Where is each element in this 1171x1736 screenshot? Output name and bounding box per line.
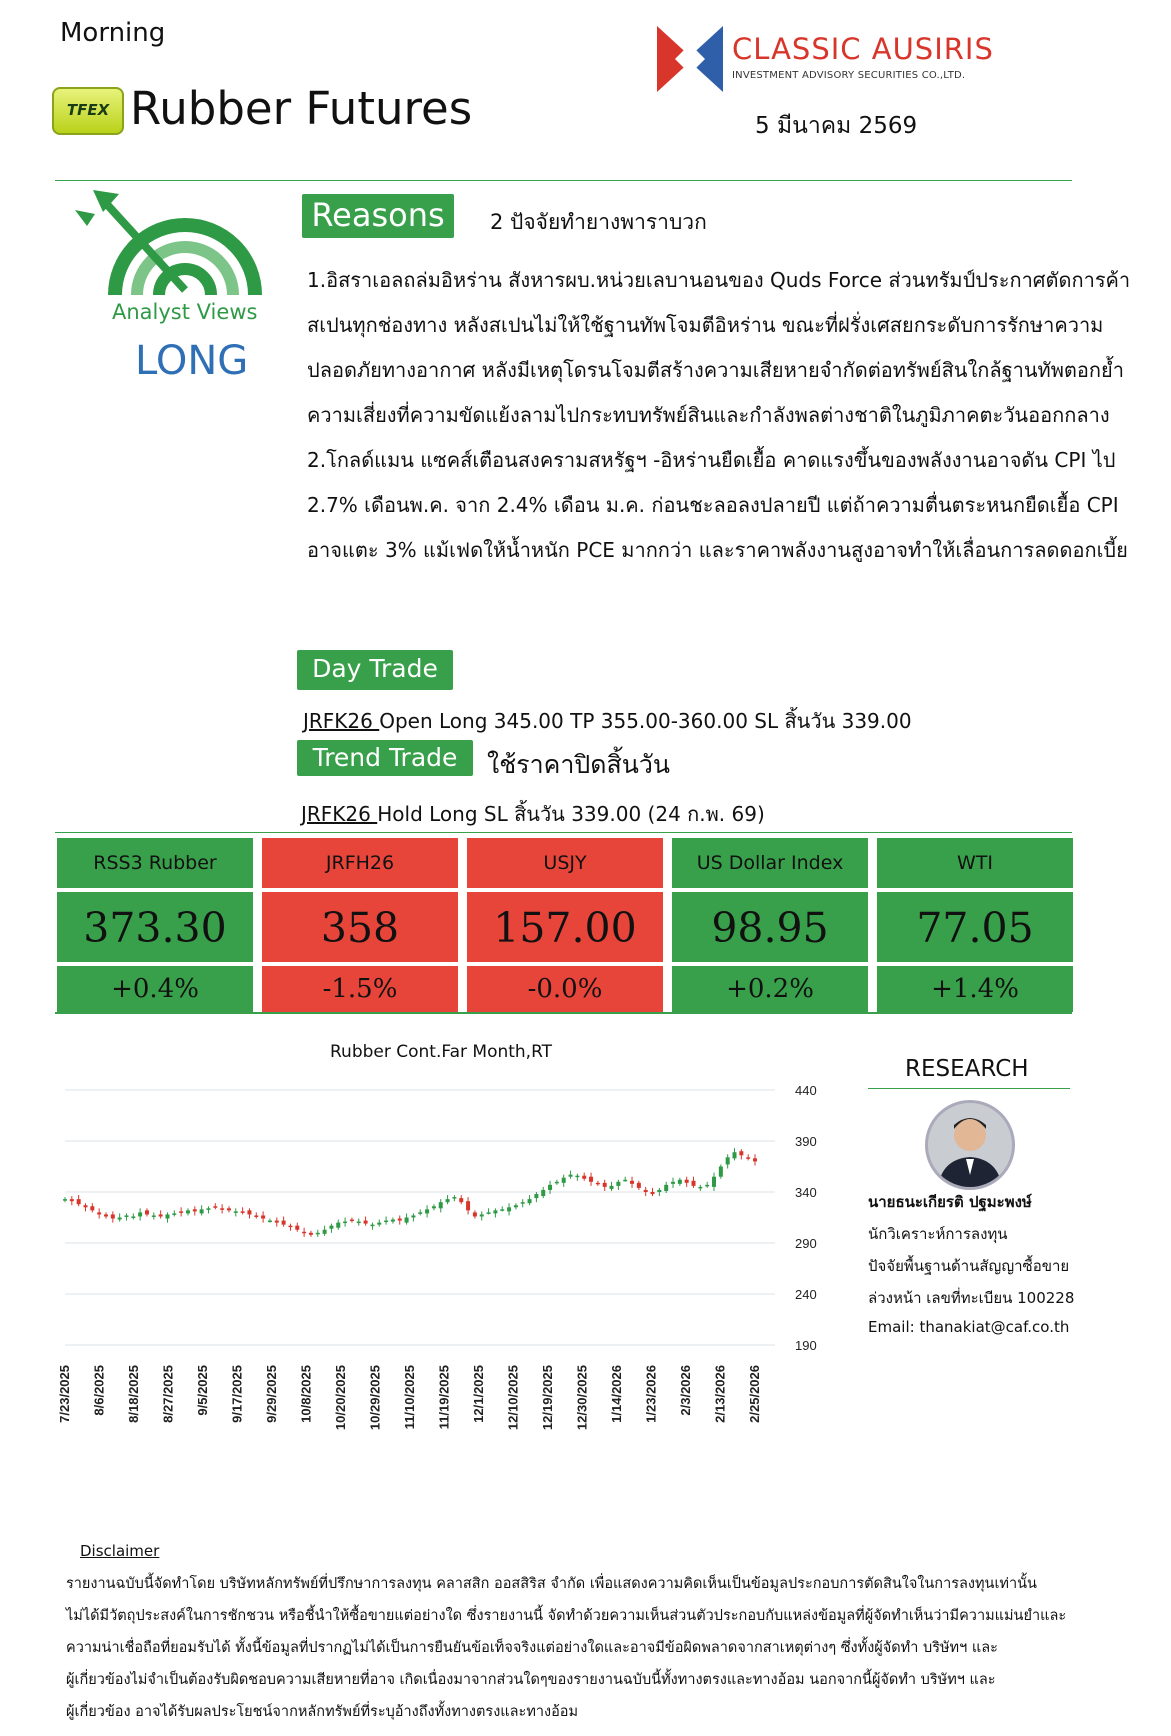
candle-body: [698, 1187, 702, 1189]
candle-body: [97, 1212, 101, 1214]
candle-body: [200, 1209, 204, 1213]
card-change: +0.4%: [57, 966, 253, 1012]
candle-body: [487, 1212, 491, 1214]
x-tick-label: 9/29/2025: [264, 1365, 279, 1423]
x-tick-label: 11/10/2025: [402, 1365, 417, 1430]
divider: [55, 832, 1072, 833]
x-tick-label: 1/23/2026: [643, 1365, 659, 1423]
x-tick-label: 12/1/2025: [471, 1365, 486, 1423]
chart-title: Rubber Cont.Far Month,RT: [330, 1042, 553, 1062]
stance-label: LONG: [135, 338, 249, 384]
candle-body: [685, 1180, 689, 1183]
candle-body: [712, 1177, 716, 1187]
reason-item: 2.โกลด์แมน แซคส์เตือนสงครามสหรัฐฯ -อิหร่านยืดเยื้อ คาดแรงขึ้นของพลังงานอาจดัน CPI ไป 2.7% เดือนพ.ค. จาก 2.4% เดือน ม.ค. ก่อนชะลอลงปลายปี แต่ถ้าความตื่นตระหนกยืดเยื้อ CPI อาจแตะ 3% แม้เฟดให้น้ำหนัก PCE มากกว่า และราคาพลังงานสูงอาจทำให้เลื่อนการลดดอกเบี้ย: [307, 448, 1128, 562]
x-tick-label: 12/10/2025: [505, 1365, 521, 1431]
disclaimer-body: [66, 1568, 1086, 1728]
candle-body: [500, 1209, 504, 1211]
trend-trade-line: [301, 798, 765, 830]
candle-body: [678, 1180, 682, 1184]
x-tick-label: 12/30/2025: [574, 1365, 590, 1431]
candle-body: [644, 1190, 648, 1192]
x-tick-label: 12/19/2025: [540, 1365, 555, 1431]
quote-card: [877, 838, 1073, 1012]
candle-body: [261, 1215, 265, 1218]
card-value: 358: [262, 892, 458, 962]
candle-body: [623, 1180, 627, 1182]
candle-body: [302, 1232, 306, 1234]
x-tick-label: 7/23/2025: [57, 1365, 72, 1423]
candle-body: [104, 1214, 108, 1216]
candle-body: [405, 1218, 409, 1223]
candle-body: [241, 1211, 245, 1213]
candle-body: [254, 1215, 258, 1217]
candle-body: [357, 1222, 361, 1224]
candle-body: [411, 1215, 415, 1217]
candle-body: [329, 1226, 333, 1229]
reasons-subtitle: 2 ปัจจัยทำยางพาราบวก: [490, 210, 707, 234]
card-change: -1.5%: [262, 966, 458, 1012]
candle-body: [432, 1206, 436, 1208]
analyst-email: Email: thanakiat@caf.co.th: [868, 1318, 1070, 1336]
candle-body: [206, 1208, 210, 1210]
y-tick-label: 390: [795, 1134, 817, 1149]
day-trade-text: Open Long 345.00 TP 355.00-360.00 SL สิ้นวัน 339.00: [379, 709, 912, 733]
candle-body: [514, 1205, 518, 1207]
candle-body: [309, 1233, 313, 1235]
candle-body: [466, 1201, 470, 1210]
research-heading: RESEARCH: [905, 1056, 1029, 1082]
card-value: 157.00: [467, 892, 663, 962]
x-tick-label: 2/25/2026: [747, 1365, 762, 1423]
tfex-logo: TFEX: [52, 87, 124, 135]
trend-trade-heading: Trend Trade: [297, 740, 473, 776]
candle-body: [138, 1212, 142, 1216]
day-trade-contract: JRFK26: [303, 709, 380, 733]
candle-body: [418, 1212, 422, 1214]
x-tick-label: 9/5/2025: [195, 1365, 210, 1416]
candle-body: [521, 1202, 525, 1204]
x-tick-label: 1/14/2026: [609, 1365, 624, 1423]
candle-body: [234, 1211, 238, 1213]
x-tick-label: 11/19/2025: [436, 1365, 452, 1430]
trend-trade-subtitle: ใช้ราคาปิดสิ้นวัน: [487, 750, 670, 779]
quote-card: [467, 838, 663, 1012]
disclaimer-line: ผู้เกี่ยวข้อง อาจได้รับผลประโยชน์จากหลักทรัพย์ที่ระบุอ้างถึงทั้งทางตรงและทางอ้อม: [66, 1704, 579, 1720]
x-tick-label: 2/3/2026: [678, 1365, 693, 1416]
x-tick-label: 2/13/2026: [712, 1365, 728, 1423]
analyst-name: นายธนะเกียรติ ปฐมะพงษ์: [868, 1193, 1032, 1211]
reasons-body: [307, 258, 1157, 573]
trend-trade-contract: JRFK26: [301, 802, 378, 826]
candle-body: [63, 1199, 67, 1201]
candle-body: [439, 1202, 443, 1208]
card-name: RSS3 Rubber: [57, 838, 253, 888]
candle-body: [746, 1157, 750, 1159]
x-tick-label: 9/17/2025: [229, 1365, 245, 1423]
card-name: US Dollar Index: [672, 838, 868, 888]
candle-body: [152, 1215, 156, 1217]
target-arrow-icon: [75, 190, 265, 300]
candle-body: [288, 1226, 292, 1228]
card-value: 373.30: [57, 892, 253, 962]
x-tick-label: 8/18/2025: [126, 1365, 141, 1423]
candle-body: [569, 1175, 573, 1177]
analyst-info: ปัจจัยพื้นฐานด้านสัญญาซื้อขาย: [868, 1257, 1070, 1275]
candle-body: [323, 1230, 327, 1234]
disclaimer-line: รายงานฉบับนี้จัดทำโดย บริษัทหลักทรัพย์ที่ปรึกษาการลงทุน คลาสสิก ออสสิริส จำกัด เพื่อแสดงความคิดเห็นเป็นข้อมูลประกอบการตัดสินใจในการลงทุนเท่านั้น: [66, 1576, 1037, 1592]
report-date: 5 มีนาคม 2569: [755, 113, 918, 139]
candle-body: [316, 1233, 320, 1235]
candle-body: [664, 1185, 668, 1191]
candle-body: [77, 1199, 81, 1204]
candle-body: [541, 1190, 545, 1196]
quote-card: [262, 838, 458, 1012]
disclaimer-line: ผู้เกี่ยวข้องไม่จำเป็นต้องรับผิดชอบความเสียหายที่อาจ เกิดเนื่องมาจากส่วนใดๆของรายงานฉบับนี้ทั้งทางตรงและทางอ้อม นอกจากนี้ผู้จัดทำ บริษัทฯ และ: [66, 1672, 996, 1688]
candle-body: [671, 1182, 675, 1184]
candle-body: [268, 1221, 272, 1223]
analyst-info: ล่วงหน้า เลขที่ทะเบียน 100228: [868, 1289, 1075, 1307]
candle-body: [118, 1218, 122, 1220]
candle-body: [70, 1199, 74, 1201]
candle-body: [220, 1208, 224, 1210]
x-tick-label: 10/29/2025: [367, 1365, 383, 1431]
candle-body: [343, 1222, 347, 1224]
kicker: Morning: [60, 18, 166, 48]
candle-body: [391, 1220, 395, 1222]
candle-body: [651, 1192, 655, 1194]
card-name: USJY: [467, 838, 663, 888]
candle-body: [186, 1210, 190, 1213]
page-title: Rubber Futures: [130, 82, 473, 135]
candle-body: [473, 1212, 477, 1216]
trend-trade-text: Hold Long SL สิ้นวัน 339.00 (24 ก.พ. 69): [377, 802, 765, 826]
divider: [55, 180, 1072, 181]
candle-body: [295, 1226, 299, 1230]
divider: [55, 1012, 1072, 1014]
candle-body: [446, 1199, 450, 1202]
x-tick-label: 10/8/2025: [298, 1365, 314, 1423]
candle-body: [582, 1176, 586, 1179]
candle-body: [589, 1177, 593, 1182]
candle-body: [493, 1210, 497, 1213]
candle-body: [596, 1183, 600, 1185]
brand-name: CLASSIC AUSIRIS: [732, 32, 994, 66]
candle-body: [172, 1213, 176, 1215]
card-name: JRFH26: [262, 838, 458, 888]
card-name: WTI: [877, 838, 1073, 888]
card-change: +0.2%: [672, 966, 868, 1012]
candle-body: [452, 1197, 456, 1199]
card-value: 77.05: [877, 892, 1073, 962]
candle-body: [111, 1214, 115, 1218]
candle-body: [657, 1190, 661, 1192]
candle-body: [616, 1182, 620, 1186]
candle-body: [131, 1216, 135, 1218]
card-change: +1.4%: [877, 966, 1073, 1012]
candlestick-chart: [55, 1070, 855, 1530]
candle-body: [398, 1219, 402, 1221]
candle-body: [350, 1220, 354, 1222]
candle-body: [90, 1206, 94, 1210]
candle-body: [733, 1152, 737, 1158]
person-icon: [928, 1103, 1012, 1187]
candle-body: [384, 1221, 388, 1223]
card-change: -0.0%: [467, 966, 663, 1012]
candle-body: [336, 1223, 340, 1228]
candle-body: [193, 1209, 197, 1211]
analyst-info: นักวิเคราะห์การลงทุน: [868, 1225, 1008, 1243]
quote-card: [57, 838, 253, 1012]
x-tick-label: 10/20/2025: [333, 1365, 348, 1431]
candle-body: [610, 1186, 614, 1189]
divider: [868, 1088, 1070, 1089]
candle-body: [165, 1214, 169, 1218]
candle-body: [507, 1207, 511, 1211]
candle-body: [719, 1167, 723, 1177]
candle-body: [83, 1205, 87, 1207]
candle-body: [364, 1221, 368, 1224]
candle-body: [247, 1210, 251, 1214]
candle-body: [213, 1206, 217, 1208]
y-tick-label: 240: [795, 1287, 817, 1302]
candle-body: [555, 1182, 559, 1184]
candle-body: [282, 1221, 286, 1225]
x-tick-label: 8/27/2025: [160, 1365, 176, 1423]
brand-subtitle: INVESTMENT ADVISORY SECURITIES CO.,LTD.: [732, 70, 966, 81]
candle-body: [480, 1214, 484, 1216]
day-trade-heading: Day Trade: [297, 650, 453, 690]
candle-body: [459, 1198, 463, 1202]
y-tick-label: 340: [795, 1185, 817, 1200]
candle-body: [739, 1151, 743, 1155]
disclaimer-heading: Disclaimer: [80, 1542, 160, 1560]
candle-body: [630, 1181, 634, 1184]
candle-body: [534, 1194, 538, 1198]
disclaimer-line: ไม่ได้มีวัตถุประสงค์ในการชักชวน หรือชี้นำให้ซื้อขายแต่อย่างใด ซึ่งรายงานนี้ จัดทำด้วยความเห็นส่วนตัวประกอบกับแหล่งข้อมูลที่ผู้จัดทำเห็นว่ามีความแม่นยำและ: [66, 1608, 1067, 1624]
candle-body: [377, 1223, 381, 1225]
candle-body: [637, 1183, 641, 1188]
candle-body: [227, 1208, 231, 1210]
candle-body: [528, 1199, 532, 1203]
y-tick-label: 440: [795, 1083, 817, 1098]
y-tick-label: 190: [795, 1338, 817, 1353]
candle-body: [603, 1183, 607, 1187]
candle-body: [753, 1158, 757, 1161]
y-tick-label: 290: [795, 1236, 817, 1251]
brand-logo-icon: [655, 24, 725, 94]
candle-body: [124, 1215, 128, 1217]
reasons-heading: Reasons: [302, 194, 454, 238]
candle-body: [425, 1209, 429, 1213]
candle-body: [575, 1176, 579, 1178]
candle-body: [548, 1185, 552, 1190]
analyst-avatar: [925, 1100, 1015, 1190]
analyst-views-label: Analyst Views: [112, 300, 258, 324]
candle-body: [705, 1185, 709, 1187]
card-value: 98.95: [672, 892, 868, 962]
candle-body: [145, 1210, 149, 1214]
candle-body: [726, 1157, 730, 1164]
candle-body: [692, 1181, 696, 1186]
day-trade-line: [303, 705, 912, 737]
candle-body: [562, 1178, 566, 1183]
candle-body: [370, 1225, 374, 1227]
x-tick-label: 8/6/2025: [91, 1365, 107, 1416]
quote-card: [672, 838, 868, 1012]
candle-body: [179, 1211, 183, 1213]
candle-body: [275, 1221, 279, 1223]
reason-item: 1.อิสราเอลถล่มอิหร่าน สังหารผบ.หน่วยเลบานอนของ Quds Force ส่วนทรัมป์ประกาศตัดการค้าสเปนทุกช่องทาง หลังสเปนไม่ให้ใช้ฐานทัพโจมตีอิหร่าน ขณะที่ฝรั่งเศสยกระดับการรักษาความปลอดภัยทางอากาศ หลังมีเหตุโดรนโจมตีสร้างความเสียหายจำกัดต่อทรัพย์สินใกล้ฐานทัพตอกย้ำความเสี่ยงที่ความขัดแย้งลามไปกระทบทรัพย์สินและกำลังพลต่างชาติในภูมิภาคตะวันออกกลาง: [307, 268, 1131, 427]
disclaimer-line: ความน่าเชื่อถือที่ยอมรับได้ ทั้งนี้ข้อมูลที่ปรากฏไม่ได้เป็นการยืนยันข้อเท็จจริงแต่อย่างใดและอาจมีข้อผิดพลาดจากสาเหตุต่างๆ ซึ่งทั้งผู้จัดทำ บริษัทฯ และ: [66, 1640, 998, 1656]
candle-body: [159, 1214, 163, 1216]
